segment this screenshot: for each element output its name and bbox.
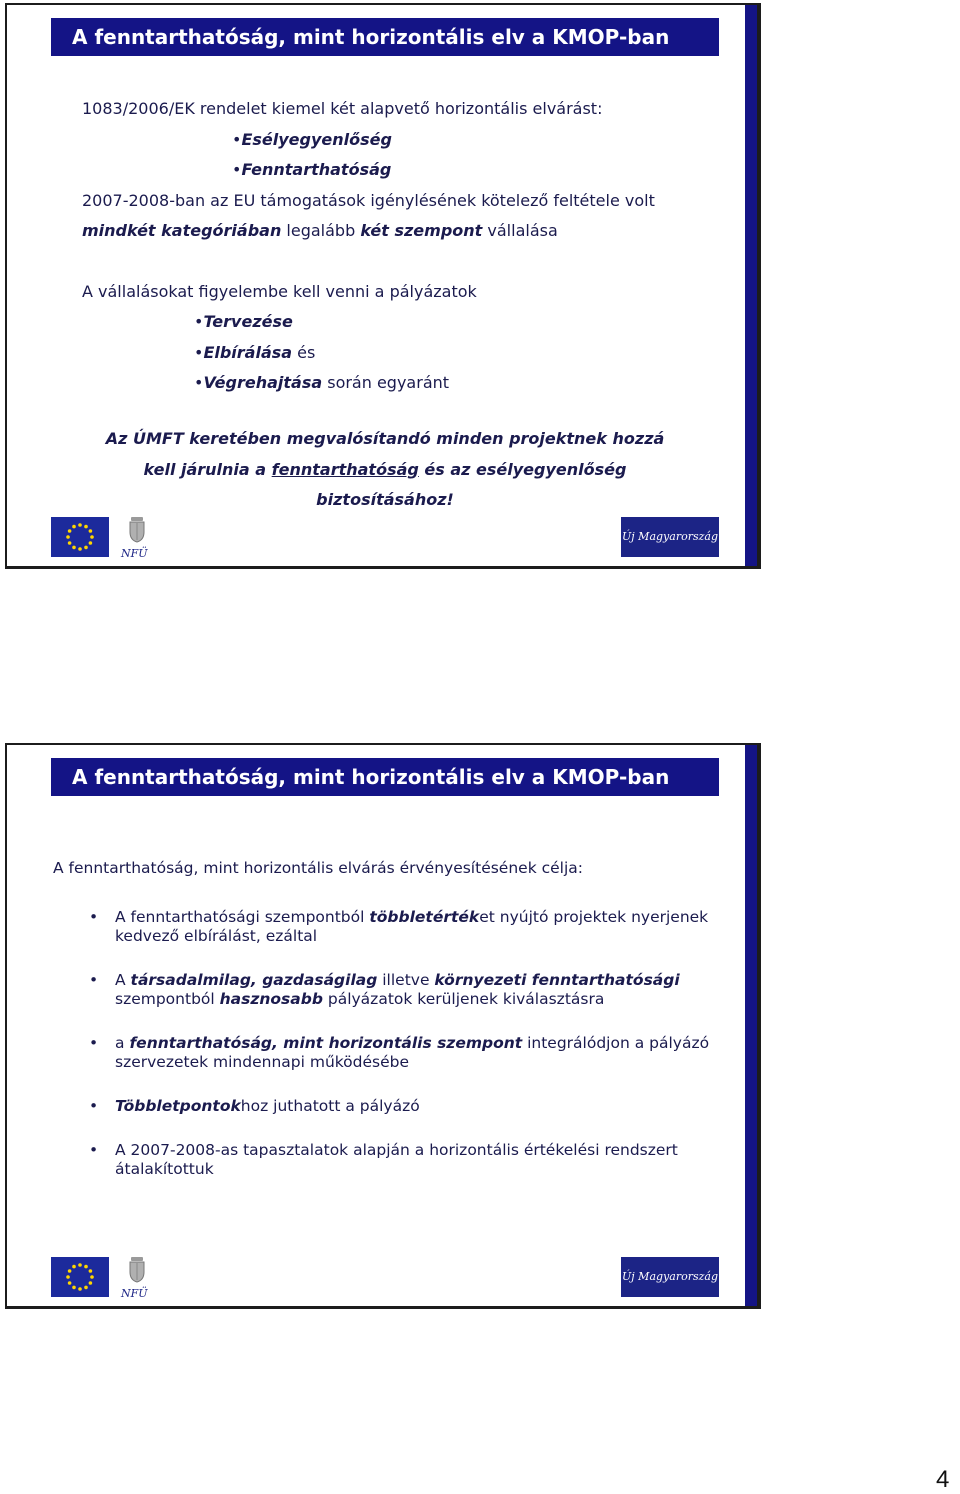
bullet-text: Végrehajtása [203,373,323,392]
eu-flag-logo [51,517,109,557]
bullet-text: Tervezése [203,312,293,331]
conclusion-line: Az ÚMFT keretében megvalósítandó minden projektnek hozzá [105,429,665,448]
conclusion-underlined: fenntarthatóság [271,459,419,479]
bullet-item [82,338,655,369]
lead-text: A fenntarthatóság, mint horizontális elvárás érvényesítésének célja: [53,859,583,877]
item-text: et nyújtó projektek nyerjenek kedvező elbírálást, ezáltal [115,908,709,945]
bullet-item [82,368,655,399]
body-line: A vállalásokat figyelembe kell venni a pályázatok [82,281,477,301]
uj-magyarorszag-logo [621,1257,719,1297]
nfu-logo-text: NFÜ [121,1287,148,1300]
bullet-text: Elbírálása [203,342,293,362]
nfu-logo-text: NFÜ [121,547,148,560]
nfu-logo [121,1255,153,1300]
coat-of-arms-icon [121,515,153,543]
nfu-logo [121,515,153,560]
slide-1 [5,3,761,569]
item-text: hoz juthatott a pályázó [240,1097,420,1115]
item-emphasis: környezeti fenntarthatósági [434,971,680,989]
emphasis-text: mindkét kategóriában [82,221,282,240]
eu-stars-icon [51,1257,109,1297]
item-text: pályázatok kerüljenek kiválasztásra [322,990,605,1008]
list-item [53,1097,713,1116]
slide-right-bar [745,745,757,1306]
item-emphasis: fenntarthatóság, mint horizontális szempont [129,1034,523,1052]
plain-text: során egyaránt [322,373,450,392]
item-text: A 2007-2008-as tapasztalatok alapján a horizontális értékelési rendszert átalakítottuk [115,1141,678,1178]
item-text: A [115,971,131,989]
emphasis-text: két szempont [360,221,483,240]
slide-title: A fenntarthatóság, mint horizontális elv a KMOP-ban [51,758,719,796]
item-text: illetve [377,971,435,989]
item-emphasis: társadalmilag, gazdaságilag [130,971,378,989]
item-text: A fenntarthatósági szempontból [115,908,370,926]
item-text: a [115,1034,130,1052]
bullet-icon: • [194,342,204,362]
bullet-icon: • [89,1141,99,1159]
list-item [53,1034,713,1072]
item-emphasis: Többletpontok [115,1097,241,1115]
bullet-icon: • [89,908,99,926]
conclusion-line [51,455,719,486]
list-item [53,971,713,1009]
body-line [82,216,655,247]
item-emphasis: többletérték [369,908,480,926]
slide-2 [5,743,761,1309]
body-line: 2007-2008-ban az EU támogatások igénylésének kötelező feltétele volt [82,190,655,210]
bullet-icon: • [89,1097,99,1115]
conclusion-text [51,424,719,516]
bullet-icon: • [232,129,242,149]
plain-text: vállalása [482,221,558,240]
uj-magyarorszag-logo-text: Új Magyarország [622,1270,718,1283]
bullet-icon: • [89,1034,99,1052]
slide-body [82,94,655,399]
item-text: integrálódjon a pályázó szervezetek mindennapi működésébe [115,1034,710,1071]
list-item [53,1141,713,1179]
bullet-icon: • [194,312,204,331]
plain-text: és [292,342,316,362]
item-emphasis: hasznosabb [219,990,323,1008]
list-item [53,908,713,946]
conclusion-line: biztosításához! [316,490,454,509]
bullet-icon: • [89,971,99,989]
slide-title: A fenntarthatóság, mint horizontális elv a KMOP-ban [51,18,719,56]
goals-list [53,908,713,1179]
conclusion-part: és az esélyegyenlőség [418,459,627,479]
eu-flag-logo [51,1257,109,1297]
plain-text: legalább [281,221,361,240]
uj-magyarorszag-logo-text: Új Magyarország [622,530,718,543]
item-text: szempontból [115,990,220,1008]
bullet-item [82,125,655,156]
slide-body [53,859,713,1204]
bullet-icon: • [194,373,204,392]
eu-stars-icon [51,517,109,557]
body-line: 1083/2006/EK rendelet kiemel két alapvető horizontális elvárást: [82,99,603,118]
bullet-text: Esélyegyenlőség [241,129,392,149]
bullet-item [82,155,655,186]
bullet-icon: • [232,160,242,179]
page-number: 4 [936,1466,950,1493]
conclusion-part: kell járulnia a [143,459,272,479]
bullet-item [82,307,655,338]
uj-magyarorszag-logo [621,517,719,557]
coat-of-arms-icon [121,1255,153,1283]
bullet-text: Fenntarthatóság [241,160,392,179]
slide-right-bar [745,5,757,566]
